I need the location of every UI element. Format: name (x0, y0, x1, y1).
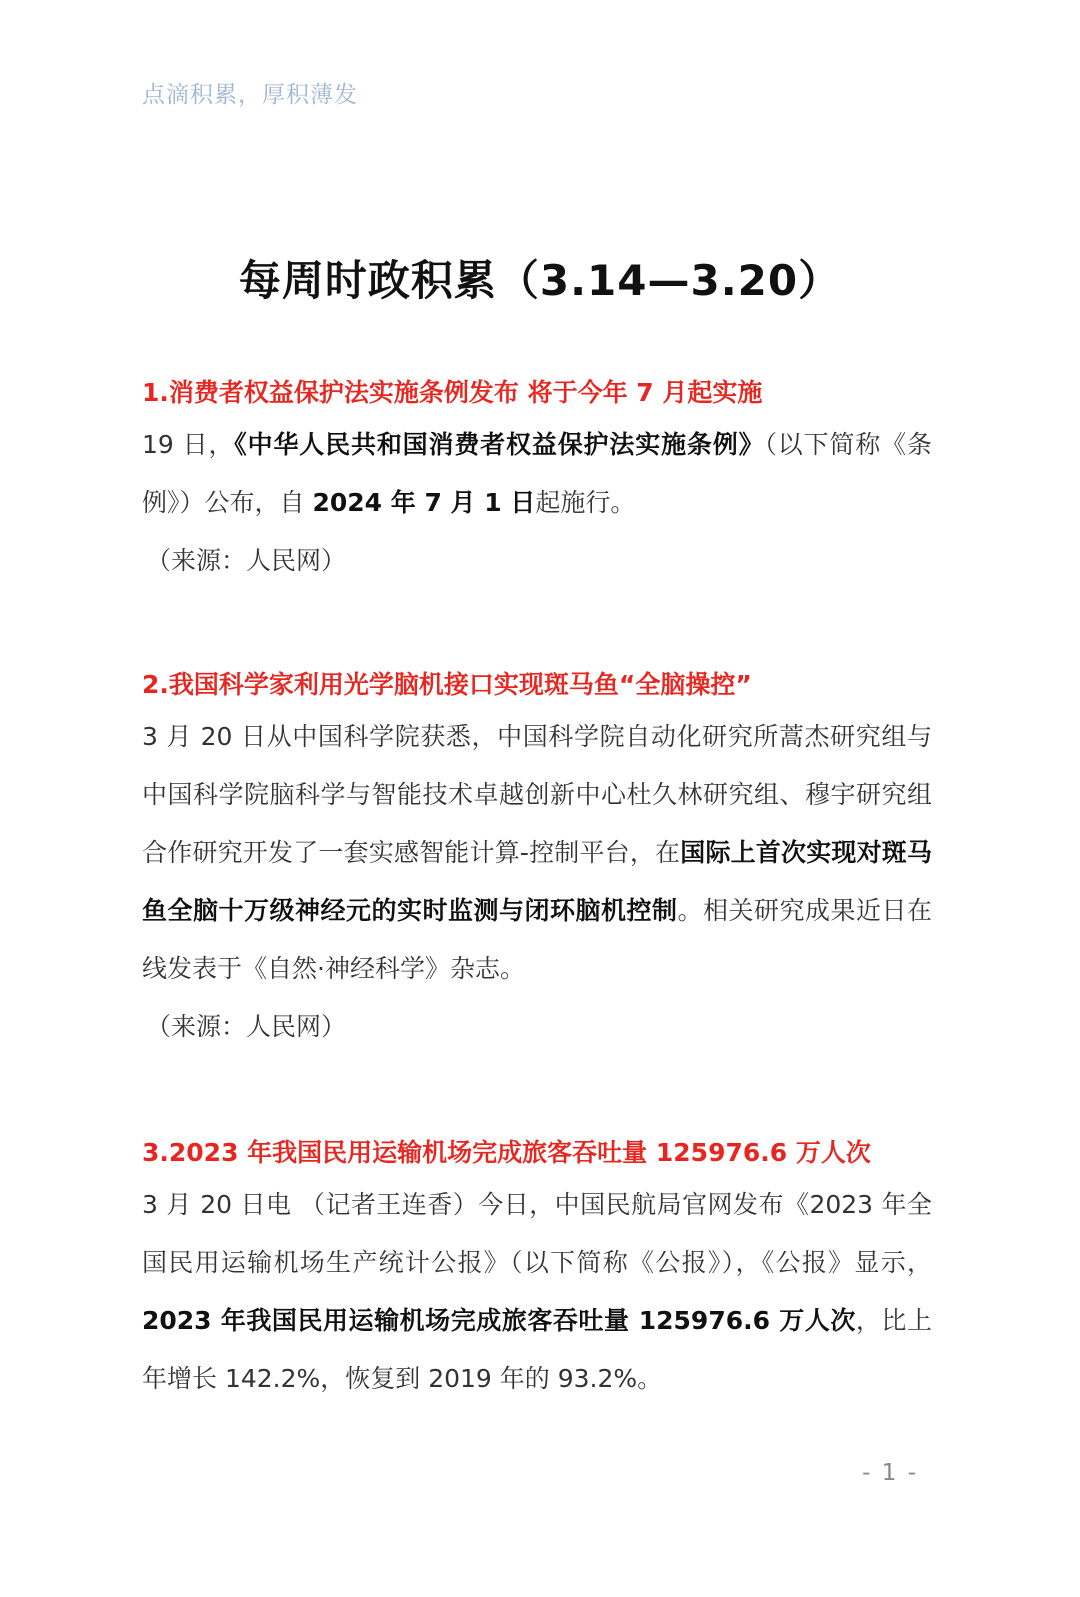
news-section-2 (142, 668, 932, 1056)
section-heading: 2.我国科学家利用光学脑机接口实现斑马鱼“全脑操控” (142, 670, 752, 699)
news-section-3 (142, 1136, 932, 1408)
section-source: （来源：人民网） (146, 546, 347, 575)
section-source: （来源：人民网） (146, 1012, 347, 1041)
header-motto: 点滴积累，厚积薄发 (142, 82, 358, 108)
section-heading: 3.2023 年我国民用运输机场完成旅客吞吐量 125976.6 万人次 (142, 1138, 871, 1167)
section-body: 19 日，《中华人民共和国消费者权益保护法实施条例》（以下简称《条例》）公布，自 2024 年 7 月 1 日起施行。 (142, 430, 932, 517)
section-body: 3 月 20 日从中国科学院获悉，中国科学院自动化研究所蒿杰研究组与中国科学院脑科学与智能技术卓越创新中心杜久林研究组、穆宇研究组合作研究开发了一套实感智能计算-控制平台，在国际上首次实现对斑马鱼全脑十万级神经元的实时监测与闭环脑机控制。相关研究成果近日在线发表于《自然·神经科学》杂志。 (142, 722, 932, 983)
news-section-1 (142, 376, 932, 590)
page-title: 每周时政积累（3.14—3.20） (238, 256, 842, 305)
page-number: - 1 - (862, 1460, 918, 1486)
section-heading: 1.消费者权益保护法实施条例发布 将于今年 7 月起实施 (142, 378, 763, 407)
section-body: 3 月 20 日电 （记者王连香）今日，中国民航局官网发布《2023 年全国民用运输机场生产统计公报》（以下简称《公报》），《公报》显示，2023 年我国民用运输机场完成旅客吞吐量 125976.6 万人次，比上年增长 142.2%，恢复到 2019 年的 93.2%。 (142, 1190, 932, 1393)
